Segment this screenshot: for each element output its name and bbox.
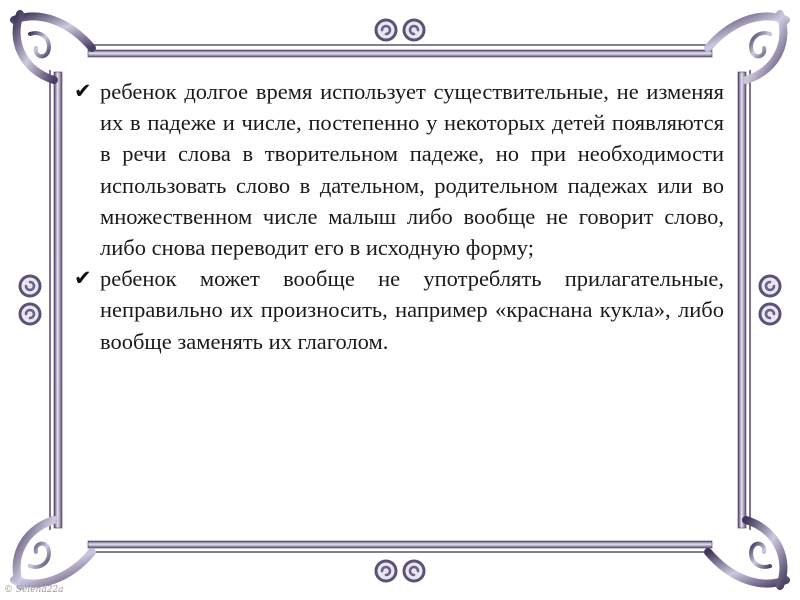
checkmark-icon: ✔ <box>74 266 92 291</box>
watermark: © Selena22a <box>4 585 64 595</box>
corner-ribbon-bottom-left <box>14 520 92 586</box>
bullet-item-1 <box>74 76 724 263</box>
spiral-ornament-left <box>20 276 40 324</box>
spiral-ornament-top <box>376 20 424 40</box>
corner-ribbon-top-left <box>14 14 92 80</box>
bullet-text-1: ребенок долгое время использует существительные, не изменяя их в падеже и числе, постепенно у некоторых детей появляются в речи слова в творительном падеже, но при необходимости использовать слово в дательном, родительном падежах или во множественном числе малыш либо вообще не говорит слово, либо снова переводит его в исходную форму; <box>100 79 724 261</box>
spiral-ornament-right <box>760 276 780 324</box>
spiral-ornament-bottom <box>376 561 424 581</box>
corner-ribbon-bottom-right <box>708 520 786 586</box>
checkmark-icon: ✔ <box>74 79 92 103</box>
bullet-item-2 <box>74 263 724 357</box>
slide-content <box>74 76 724 357</box>
corner-ribbon-top-right <box>708 14 786 80</box>
bullet-text-2: ребенок может вообще не употреблять прилагательные, неправильно их произносить, например «краснана кукла», либо вообще заменять их глаголом. <box>100 266 724 354</box>
